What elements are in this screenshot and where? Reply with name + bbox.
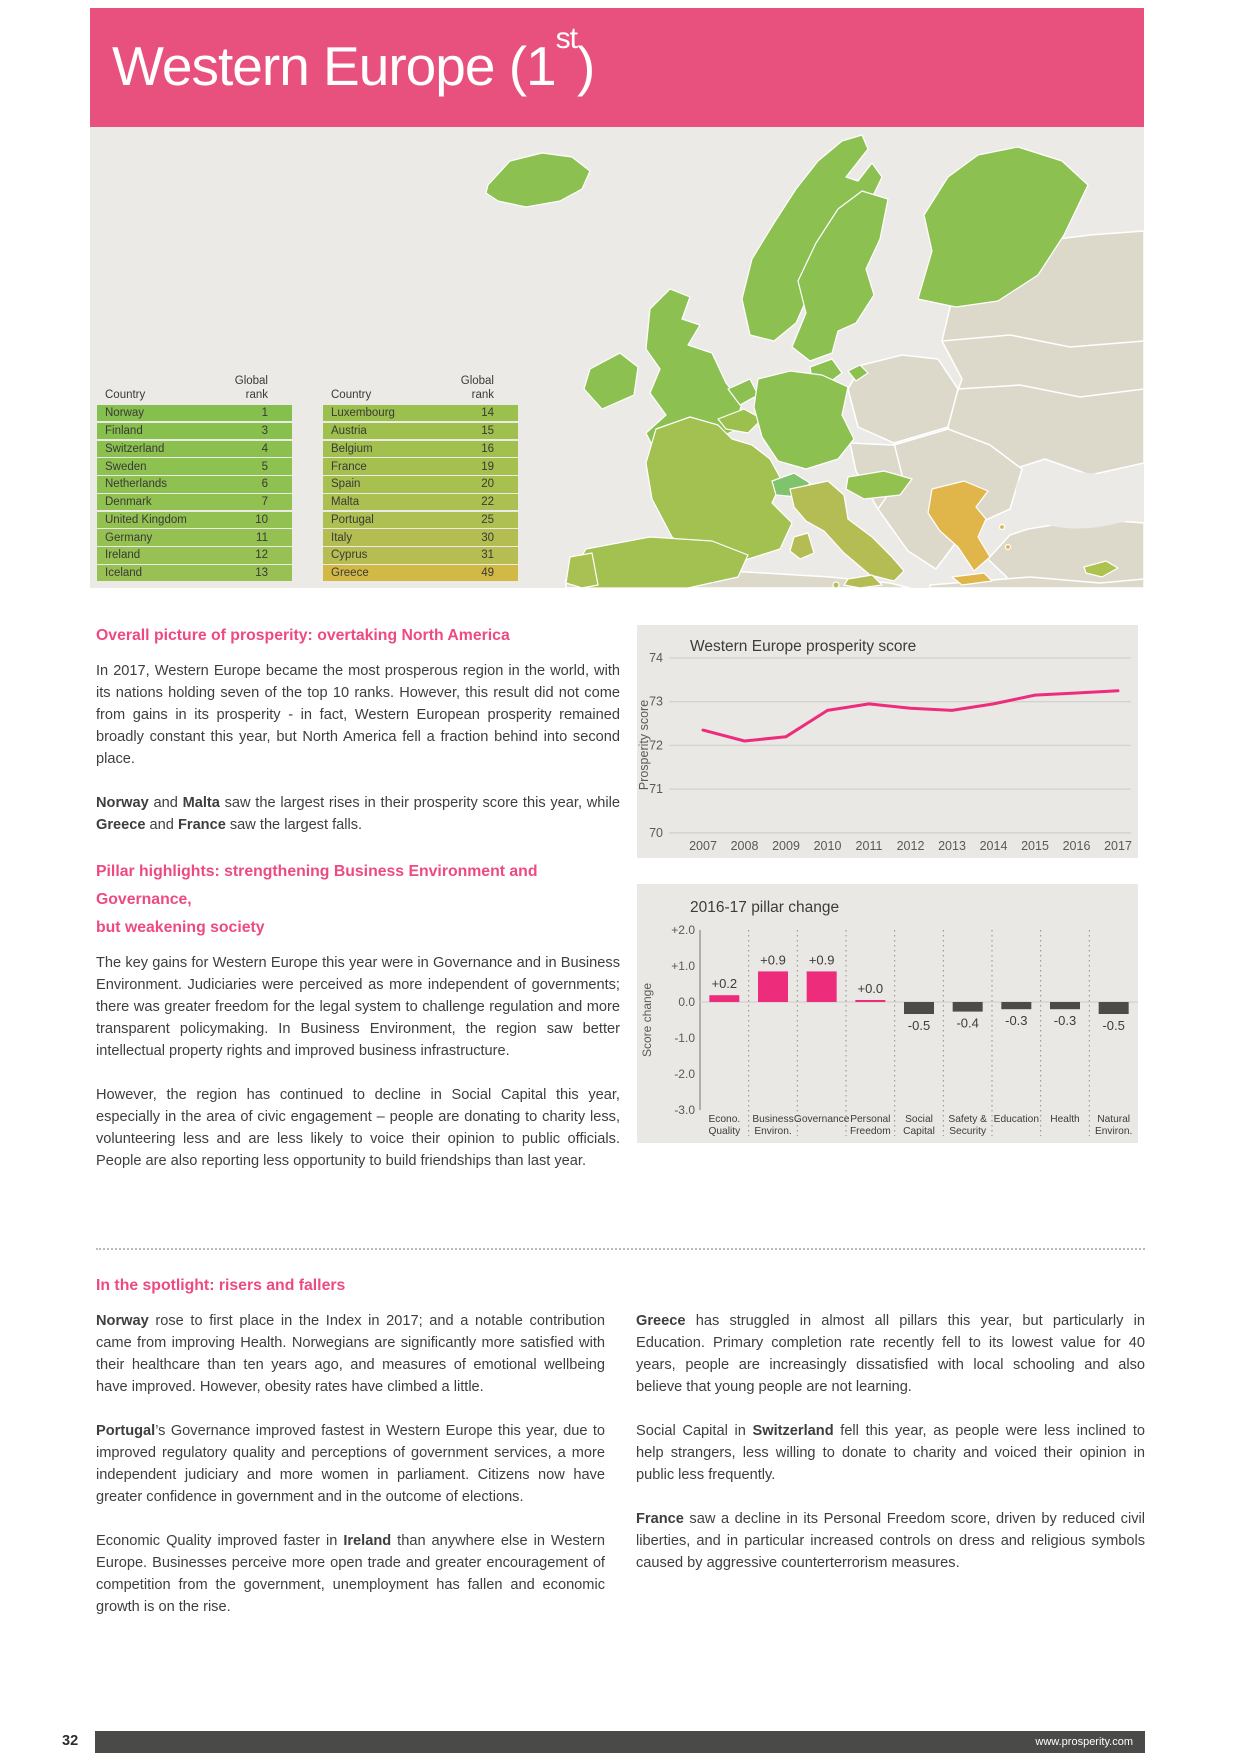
svg-text:Health: Health: [1050, 1114, 1080, 1125]
country-cell: Iceland: [105, 567, 143, 580]
country-cell: Austria: [331, 424, 367, 437]
svg-text:Quality: Quality: [708, 1126, 741, 1137]
country-cell: Netherlands: [105, 478, 168, 491]
svg-text:2017: 2017: [1104, 839, 1132, 853]
table-row: [323, 476, 518, 492]
main-text-column: [96, 622, 620, 1194]
svg-text:2007: 2007: [689, 839, 717, 853]
rank-cell: 5: [261, 460, 268, 473]
country-cell: Malta: [331, 496, 360, 509]
rank-table-header: [323, 360, 518, 405]
bar-6: [1001, 1002, 1031, 1009]
spotlight-right-column: [636, 1310, 1145, 1596]
svg-text:2008: 2008: [730, 839, 759, 853]
table-row: [97, 547, 292, 563]
svg-text:2012: 2012: [896, 839, 925, 853]
line-chart-ylabel: Prosperity score: [637, 699, 651, 791]
map-greece-island: [1000, 525, 1005, 530]
svg-text:Freedom: Freedom: [849, 1126, 891, 1137]
country-cell: Greece: [331, 567, 369, 580]
paragraph: Norway rose to first place in the Index in 2017; and a notable contribution came from improving Health. Norwegians are significantly more satisfied with their healthcare than ten years ago, and measures of emotional wellbeing have improved. However, obesity rates have climbed a little.: [96, 1313, 605, 1395]
table-row: [323, 458, 518, 474]
svg-text:2013: 2013: [938, 839, 966, 853]
rank-cell: 49: [481, 567, 494, 580]
country-cell: Italy: [331, 531, 353, 544]
svg-text:0.0: 0.0: [678, 995, 695, 1009]
table-row: [97, 529, 292, 545]
country-cell: United Kingdom: [105, 513, 187, 526]
rank-cell: 7: [261, 496, 268, 509]
bar-0: [709, 995, 739, 1002]
country-cell: Germany: [105, 531, 153, 544]
pillar-change-bar-chart: [637, 884, 1138, 1143]
page-title: Western Europe (1st): [112, 21, 595, 97]
spotlight-left-column: [96, 1310, 605, 1640]
table-row: [323, 441, 518, 457]
svg-text:Governance: Governance: [793, 1114, 850, 1125]
svg-text:2015: 2015: [1021, 839, 1049, 853]
svg-text:Education: Education: [993, 1114, 1039, 1125]
rank-table-right: [323, 360, 518, 583]
svg-text:-1.0: -1.0: [674, 1031, 695, 1045]
bar-3: [855, 1000, 885, 1002]
rank-cell: 14: [481, 407, 494, 420]
paragraph: However, the region has continued to decline in Social Capital this year, especially in the area of civic engagement – people are donating to charity less, volunteering less and are less likely to voice their opinion to public officials. People are also reporting less opportunity to build friendships than last year.: [96, 1087, 620, 1169]
bar-5: [953, 1002, 983, 1012]
footer-bar: [95, 1731, 1145, 1753]
svg-text:Econo.: Econo.: [708, 1114, 741, 1125]
country-cell: Belgium: [331, 442, 373, 455]
map-country-portugal: [566, 553, 598, 588]
map-greece-island: [1006, 545, 1011, 550]
footer-url: www.prosperity.com: [1035, 1736, 1133, 1748]
svg-text:2010: 2010: [813, 839, 842, 853]
rank-cell: 11: [256, 531, 268, 544]
rank-cell: 31: [481, 549, 494, 562]
table-row: [323, 529, 518, 545]
global-rank-header: Global rank: [234, 375, 268, 401]
paragraph: Greece has struggled in almost all pillars this year, but particularly in Education. Primary completion rate recently fell to its lowest value for 40 years, people are increasingly dissatisfied with local schooling and also believe that young people are not learning.: [636, 1313, 1145, 1395]
table-row: [97, 494, 292, 510]
country-cell: Sweden: [105, 460, 147, 473]
prosperity-score-line-chart: [637, 625, 1138, 858]
svg-text:2009: 2009: [772, 839, 800, 853]
country-cell: Ireland: [105, 549, 141, 562]
svg-text:2016: 2016: [1062, 839, 1091, 853]
global-rank-header: Global rank: [460, 375, 494, 401]
svg-text:-0.3: -0.3: [1005, 1013, 1028, 1029]
svg-text:-3.0: -3.0: [674, 1103, 695, 1117]
paragraph: Portugal’s Governance improved fastest in Western Europe this year, due to improved regulatory quality and perceptions of government services, a more independent judiciary and more women in parliament. Citizens now have greater confidence in government and in the outcome of elections.: [96, 1423, 605, 1505]
rank-cell: 3: [261, 424, 268, 437]
table-row: [323, 494, 518, 510]
rank-cell: 4: [261, 442, 268, 455]
svg-text:+0.9: +0.9: [760, 952, 786, 968]
rank-cell: 20: [481, 478, 494, 491]
svg-text:+0.2: +0.2: [711, 976, 738, 992]
country-header: Country: [105, 389, 146, 401]
svg-text:Personal: Personal: [850, 1114, 891, 1125]
country-cell: Cyprus: [331, 549, 368, 562]
svg-text:Business: Business: [752, 1114, 794, 1125]
country-header: Country: [331, 389, 372, 401]
svg-text:+2.0: +2.0: [671, 923, 695, 937]
map-country-malta: [833, 582, 839, 588]
svg-text:Security: Security: [949, 1126, 987, 1137]
country-cell: Switzerland: [105, 442, 165, 455]
rank-cell: 30: [481, 531, 494, 544]
svg-text:-0.5: -0.5: [907, 1018, 931, 1033]
svg-text:-0.3: -0.3: [1053, 1013, 1077, 1029]
ordinal-suffix: st: [555, 21, 577, 55]
svg-text:Capital: Capital: [903, 1126, 935, 1137]
rank-table-header: [97, 360, 292, 405]
svg-text:+0.9: +0.9: [808, 952, 835, 968]
bar-4: [904, 1002, 934, 1014]
table-row: [97, 441, 292, 457]
paragraph: Economic Quality improved faster in Ireland than anywhere else in Western Europe. Businesses perceive more open trade and greater encouragement of competition from the government, unemployment has fallen and economic growth is on the rise.: [96, 1533, 605, 1615]
section-heading-pillar: Pillar highlights: strengthening Business Environment and Governance, but weakening society: [96, 863, 538, 936]
table-row: [97, 458, 292, 474]
table-row: [323, 423, 518, 439]
country-cell: Luxembourg: [331, 407, 395, 420]
svg-text:+1.0: +1.0: [671, 959, 695, 973]
dotted-divider: [96, 1248, 1145, 1250]
svg-text:Social: Social: [905, 1114, 933, 1125]
svg-text:Safety &: Safety &: [948, 1114, 987, 1125]
svg-text:Natural: Natural: [1097, 1114, 1131, 1125]
country-cell: Finland: [105, 424, 143, 437]
paragraph: Norway and Malta saw the largest rises in their prosperity score this year, while Greece and France saw the largest falls.: [96, 795, 620, 833]
svg-text:-0.4: -0.4: [956, 1015, 979, 1031]
rank-cell: 6: [261, 478, 268, 491]
svg-text:72: 72: [649, 738, 663, 753]
table-row: [323, 547, 518, 563]
bar-chart-title: 2016-17 pillar change: [690, 899, 840, 916]
paragraph: In 2017, Western Europe became the most prosperous region in the world, with its nations holding seven of the top 10 ranks. However, this result did not come from gains in its prosperity - in fact, Western European prosperity remained broadly constant this year, but North America fell a fraction behind into second place.: [96, 663, 620, 767]
line-chart-title: Western Europe prosperity score: [690, 638, 917, 655]
table-row: [97, 512, 292, 528]
rank-cell: 19: [481, 460, 494, 473]
section-heading-spotlight: In the spotlight: risers and fallers: [96, 1277, 346, 1294]
svg-text:Environ.: Environ.: [1094, 1126, 1133, 1137]
page-header-band: [90, 8, 1144, 127]
svg-text:2011: 2011: [855, 839, 883, 853]
bar-1: [758, 971, 788, 1002]
bar-2: [807, 971, 837, 1002]
svg-text:73: 73: [649, 694, 663, 709]
rank-cell: 10: [255, 513, 268, 526]
svg-text:-2.0: -2.0: [674, 1067, 695, 1081]
rank-cell: 15: [481, 424, 494, 437]
country-cell: Norway: [105, 407, 144, 420]
table-row: [323, 405, 518, 421]
country-cell: France: [331, 460, 367, 473]
paragraph: France saw a decline in its Personal Freedom score, driven by reduced civil liberties, and in particular increased controls on dress and religious symbols caused by aggressive counterterrorism measures.: [636, 1511, 1145, 1571]
rank-cell: 25: [481, 513, 494, 526]
rank-cell: 16: [481, 442, 494, 455]
bar-chart-ylabel: Score change: [640, 982, 654, 1058]
svg-text:-0.5: -0.5: [1102, 1018, 1125, 1033]
svg-text:Environ.: Environ.: [754, 1126, 792, 1137]
svg-text:+0.0: +0.0: [857, 981, 884, 996]
table-row: [97, 405, 292, 421]
country-cell: Spain: [331, 478, 361, 491]
svg-text:2014: 2014: [979, 839, 1008, 853]
table-row: [323, 565, 518, 581]
country-cell: Denmark: [105, 496, 152, 509]
page-number: 32: [62, 1733, 79, 1749]
rank-table-left: [97, 360, 292, 583]
table-row: [97, 565, 292, 581]
rank-cell: 22: [481, 496, 494, 509]
rank-cell: 12: [255, 549, 268, 562]
paragraph: The key gains for Western Europe this year were in Governance and in Business Environment. Judiciaries were perceived as more independent of governments; there was greater freedom for the legal system to challenge regulation and more transparent policymaking. In Business Environment, the region saw better intellectual property rights and improved business infrastructure.: [96, 955, 620, 1059]
svg-text:74: 74: [649, 651, 663, 665]
section-heading-overall: Overall picture of prosperity: overtaking North America: [96, 627, 510, 644]
table-row: [97, 476, 292, 492]
paragraph: Social Capital in Switzerland fell this year, as people were less inclined to help strangers, less willing to donate to charity and voiced their opinion in public less frequently.: [636, 1423, 1146, 1483]
country-cell: Portugal: [331, 513, 374, 526]
bar-7: [1050, 1002, 1080, 1009]
table-row: [323, 512, 518, 528]
bar-8: [1099, 1002, 1129, 1014]
rank-cell: 1: [261, 407, 268, 420]
rank-cell: 13: [255, 567, 268, 580]
table-row: [97, 423, 292, 439]
svg-text:71: 71: [649, 782, 663, 797]
svg-text:70: 70: [649, 825, 663, 840]
